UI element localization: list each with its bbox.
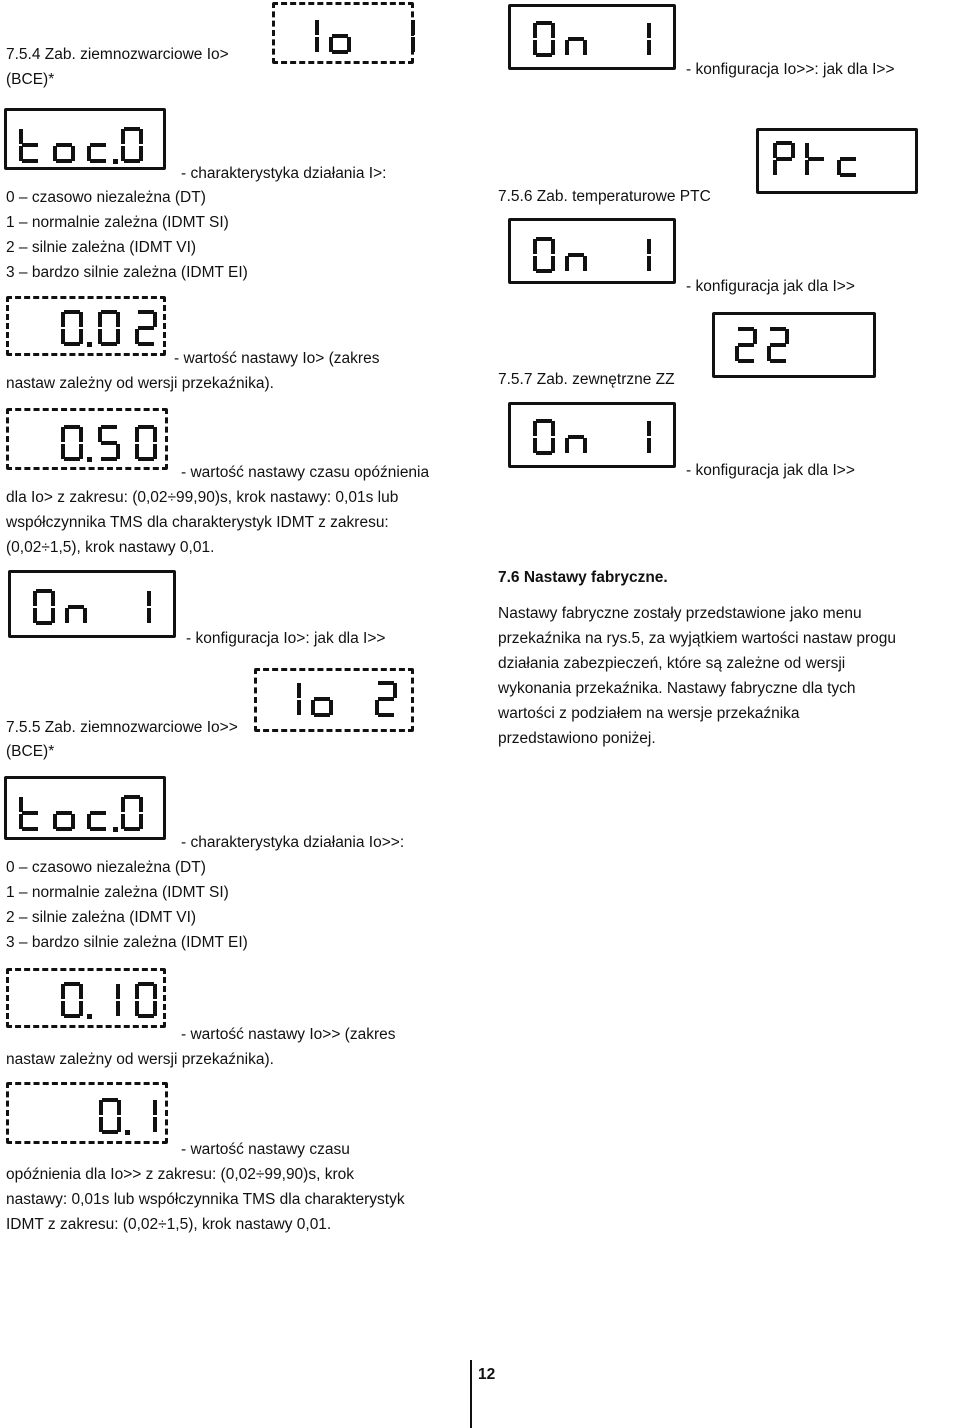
lcd-segment — [647, 40, 651, 55]
lcd-display-toc — [4, 776, 166, 840]
curve-option: 1 – normalnie zależna (IDMT SI) — [6, 214, 229, 231]
curve-option: 2 – silnie zależna (IDMT VI) — [6, 239, 197, 256]
lcd-segment — [61, 1001, 65, 1016]
delay-description: (0,02÷1,5), krok nastawy 0,01. — [6, 539, 215, 556]
lcd-decimal-point — [87, 457, 92, 462]
lcd-segment — [138, 326, 154, 330]
lcd-segment — [101, 457, 117, 461]
lcd-segment — [101, 342, 117, 346]
lcd-segment — [51, 591, 55, 606]
paragraph-line: wykonania przekaźnika. Nastawy fabryczne dla tych — [498, 680, 856, 697]
lcd-display-zz — [712, 312, 876, 378]
lcd-segment — [139, 129, 143, 144]
lcd-segment — [64, 342, 80, 346]
lcd-decimal-point — [87, 1014, 92, 1019]
delay-description: dla Io> z zakresu: (0,02÷99,90)s, krok nastawy: 0,01s lub — [6, 489, 399, 506]
lcd-segment — [536, 451, 552, 455]
lcd-segment — [315, 20, 319, 35]
lcd-segment — [99, 1117, 103, 1132]
lcd-segment — [87, 146, 91, 161]
lcd-segment — [138, 982, 154, 986]
delay-description: nastawy: 0,01s lub współczynnika TMS dla charakterystyk — [6, 1191, 405, 1208]
lcd-segment — [332, 50, 348, 54]
lcd-segment — [153, 427, 157, 442]
lcd-segment — [121, 814, 125, 829]
lcd-segments — [9, 971, 163, 1025]
lcd-segment — [135, 444, 139, 459]
lcd-segment — [87, 814, 91, 829]
curve-option: 1 – normalnie zależna (IDMT SI) — [6, 884, 229, 901]
delay-description: współczynnika TMS dla charakterystyk IDMT z zakresu: — [6, 514, 389, 531]
lcd-segment — [551, 438, 555, 453]
lcd-segment — [98, 329, 102, 344]
lcd-segment — [840, 157, 856, 161]
lcd-segment — [56, 827, 72, 831]
lcd-segment — [121, 797, 125, 812]
lcd-segment — [138, 457, 154, 461]
lcd-segment — [65, 608, 69, 623]
lcd-segment — [583, 40, 587, 55]
lcd-segment — [536, 269, 552, 273]
lcd-segment — [71, 146, 75, 161]
lcd-segments — [275, 5, 411, 61]
lcd-segment — [56, 159, 72, 163]
lcd-segment — [533, 40, 537, 55]
lcd-segment — [138, 425, 154, 429]
lcd-segment — [53, 814, 57, 829]
lcd-segments — [9, 411, 165, 467]
delay-description: opóźnienia dla Io>> z zakresu: (0,02÷99,90)s, krok — [6, 1166, 354, 1183]
lcd-segment — [735, 346, 739, 361]
lcd-segment — [153, 1001, 157, 1016]
lcd-segment — [61, 329, 65, 344]
lcd-segment — [135, 984, 139, 999]
lcd-segment — [56, 811, 72, 815]
lcd-segment — [56, 143, 72, 147]
lcd-segment — [79, 444, 83, 459]
curve-option: 0 – czasowo niezależna (DT) — [6, 859, 206, 876]
lcd-segment — [90, 159, 106, 163]
lcd-segment — [98, 312, 102, 327]
lcd-segment — [61, 984, 65, 999]
curve-description: - charakterystyka działania I>: — [181, 165, 387, 182]
lcd-display-ptc — [756, 128, 918, 194]
lcd-segment — [153, 312, 157, 327]
lcd-segment — [116, 312, 120, 327]
lcd-segment — [79, 427, 83, 442]
heading-7-6: 7.6 Nastawy fabryczne. — [498, 569, 668, 586]
lcd-segment — [153, 1100, 157, 1115]
lcd-segment — [147, 608, 151, 623]
lcd-segment — [101, 441, 117, 445]
lcd-segment — [79, 312, 83, 327]
lcd-segment — [153, 444, 157, 459]
lcd-display-on1 — [508, 218, 676, 284]
lcd-segment — [138, 310, 154, 314]
lcd-segment — [805, 143, 809, 158]
lcd-segment — [536, 21, 552, 25]
lcd-segments — [511, 221, 673, 281]
lcd-segment — [568, 435, 584, 439]
lcd-segment — [378, 681, 394, 685]
paragraph-line: przekaźnika na rys.5, za wyjątkiem wartości nastaw progu — [498, 630, 896, 647]
lcd-segment — [124, 827, 140, 831]
lcd-segment — [565, 438, 569, 453]
heading-7-5-5: 7.5.5 Zab. ziemnozwarciowe Io>> — [6, 719, 238, 736]
lcd-segment — [79, 984, 83, 999]
lcd-segment — [22, 143, 38, 147]
lcd-display-io2 — [254, 668, 414, 732]
lcd-segment — [147, 591, 151, 606]
lcd-segment — [647, 421, 651, 436]
lcd-segment — [139, 814, 143, 829]
lcd-segment — [19, 129, 23, 144]
setting-description: nastaw zależny od wersji przekaźnika). — [6, 1051, 274, 1068]
lcd-segment — [90, 827, 106, 831]
lcd-segment — [776, 141, 792, 145]
lcd-display-on1 — [8, 570, 176, 638]
lcd-segment — [19, 814, 23, 829]
lcd-segment — [98, 427, 102, 442]
lcd-segment — [738, 359, 754, 363]
lcd-segment — [22, 827, 38, 831]
lcd-segment — [124, 795, 140, 799]
lcd-segment — [135, 427, 139, 442]
footer-divider — [470, 1360, 472, 1428]
lcd-segment — [533, 256, 537, 271]
lcd-segment — [61, 427, 65, 442]
lcd-segments — [9, 299, 163, 353]
lcd-segment — [314, 697, 330, 701]
heading-7-5-6: 7.5.6 Zab. temperaturowe PTC — [498, 188, 711, 205]
lcd-segment — [753, 329, 757, 344]
lcd-segment — [329, 700, 333, 715]
lcd-segment — [33, 591, 37, 606]
lcd-segment — [116, 984, 120, 999]
lcd-segment — [770, 327, 786, 331]
lcd-segments — [715, 315, 873, 375]
lcd-segment — [837, 160, 841, 175]
lcd-segment — [68, 605, 84, 609]
lcd-segment — [565, 256, 569, 271]
setting-description: - wartość nastawy Io> (zakres — [174, 350, 380, 367]
delay-description: - wartość nastawy czasu — [181, 1141, 350, 1158]
lcd-segment — [551, 256, 555, 271]
lcd-segment — [840, 173, 856, 177]
lcd-segment — [121, 146, 125, 161]
heading-7-5-7: 7.5.7 Zab. zewnętrzne ZZ — [498, 371, 675, 388]
paragraph-line: wartości z podziałem na wersje przekaźnika — [498, 705, 800, 722]
lcd-segments — [7, 111, 163, 167]
lcd-segment — [551, 40, 555, 55]
lcd-display-on1 — [508, 4, 676, 70]
lcd-segments — [257, 671, 411, 729]
lcd-segments — [511, 7, 673, 67]
lcd-segment — [33, 608, 37, 623]
lcd-segment — [568, 37, 584, 41]
lcd-segment — [138, 1014, 154, 1018]
delay-description: IDMT z zakresu: (0,02÷1,5), krok nastawy 0,01. — [6, 1216, 332, 1233]
heading-7-5-4-bce: (BCE)* — [6, 71, 55, 88]
setting-description: - wartość nastawy Io>> (zakres — [181, 1026, 396, 1043]
lcd-segment — [536, 237, 552, 241]
lcd-segment — [79, 329, 83, 344]
lcd-segment — [124, 159, 140, 163]
lcd-segment — [551, 421, 555, 436]
lcd-segment — [64, 982, 80, 986]
curve-description: - charakterystyka działania Io>>: — [181, 834, 405, 851]
lcd-segments — [9, 1085, 165, 1141]
lcd-segment — [647, 438, 651, 453]
lcd-segment — [22, 159, 38, 163]
lcd-segment — [311, 700, 315, 715]
lcd-segment — [770, 343, 786, 347]
lcd-segment — [533, 421, 537, 436]
lcd-segment — [773, 143, 777, 158]
lcd-decimal-point — [87, 342, 92, 347]
lcd-segment — [583, 438, 587, 453]
lcd-segment — [101, 310, 117, 314]
curve-option: 3 – bardzo silnie zależna (IDMT EI) — [6, 934, 248, 951]
lcd-segment — [79, 1001, 83, 1016]
config-description: - konfiguracja Io>: jak dla I>> — [186, 630, 386, 647]
lcd-segment — [102, 1098, 118, 1102]
paragraph-line: Nastawy fabryczne zostały przedstawione jako menu — [498, 605, 862, 622]
lcd-segments — [11, 573, 173, 635]
setting-description: nastaw zależny od wersji przekaźnika). — [6, 375, 274, 392]
lcd-display-delay — [6, 1082, 168, 1144]
lcd-segment — [738, 327, 754, 331]
lcd-segment — [393, 683, 397, 698]
lcd-segment — [776, 157, 792, 161]
lcd-segment — [121, 129, 125, 144]
lcd-segment — [139, 797, 143, 812]
lcd-segment — [138, 342, 154, 346]
paragraph-line: działania zabezpieczeń, które są zależne od wersji — [498, 655, 846, 672]
lcd-segment — [71, 814, 75, 829]
lcd-segment — [36, 621, 52, 625]
lcd-display-toc — [4, 108, 166, 170]
paragraph-line: przedstawiono poniżej. — [498, 730, 656, 747]
lcd-segment — [647, 23, 651, 38]
curve-option: 0 – czasowo niezależna (DT) — [6, 189, 206, 206]
lcd-segment — [61, 312, 65, 327]
lcd-segment — [297, 683, 301, 698]
lcd-segment — [565, 40, 569, 55]
lcd-segment — [116, 1001, 120, 1016]
lcd-segment — [533, 438, 537, 453]
config-description: - konfiguracja jak dla I>> — [686, 462, 855, 479]
lcd-segment — [647, 256, 651, 271]
lcd-segment — [533, 23, 537, 38]
delay-description: - wartość nastawy czasu opóźnienia — [181, 464, 430, 481]
lcd-segment — [314, 713, 330, 717]
lcd-segment — [332, 34, 348, 38]
lcd-segment — [378, 713, 394, 717]
lcd-segment — [153, 1117, 157, 1132]
config-description: - konfiguracja jak dla I>> — [686, 278, 855, 295]
heading-7-5-5-bce: (BCE)* — [6, 743, 55, 760]
lcd-segment — [64, 457, 80, 461]
lcd-segment — [116, 444, 120, 459]
lcd-segment — [64, 425, 80, 429]
lcd-segments — [511, 405, 673, 465]
lcd-segment — [99, 1100, 103, 1115]
lcd-segment — [808, 157, 824, 161]
curve-option: 3 – bardzo silnie zależna (IDMT EI) — [6, 264, 248, 281]
lcd-segment — [315, 37, 319, 52]
lcd-segment — [297, 700, 301, 715]
lcd-segment — [83, 608, 87, 623]
lcd-segment — [647, 239, 651, 254]
page-number: 12 — [478, 1366, 496, 1383]
lcd-segments — [7, 779, 163, 837]
lcd-segment — [329, 37, 333, 52]
lcd-segment — [568, 253, 584, 257]
heading-7-5-4: 7.5.4 Zab. ziemnozwarciowe Io> — [6, 46, 229, 63]
lcd-segment — [583, 256, 587, 271]
lcd-segment — [135, 1001, 139, 1016]
lcd-segment — [53, 146, 57, 161]
lcd-segment — [536, 419, 552, 423]
lcd-segment — [135, 329, 139, 344]
lcd-decimal-point — [113, 827, 118, 832]
config-description: - konfiguracja Io>>: jak dla I>> — [686, 61, 895, 78]
lcd-segment — [375, 700, 379, 715]
lcd-segment — [64, 1014, 80, 1018]
lcd-segment — [378, 697, 394, 701]
lcd-segment — [117, 1117, 121, 1132]
lcd-segment — [411, 20, 415, 35]
lcd-segment — [139, 146, 143, 161]
lcd-segment — [767, 346, 771, 361]
lcd-segment — [19, 146, 23, 161]
lcd-segment — [90, 811, 106, 815]
lcd-display-setting — [6, 968, 166, 1028]
lcd-segment — [101, 425, 117, 429]
lcd-segment — [536, 53, 552, 57]
lcd-segment — [791, 143, 795, 158]
lcd-segments — [759, 131, 915, 191]
lcd-segment — [773, 160, 777, 175]
lcd-segment — [36, 589, 52, 593]
lcd-segment — [19, 797, 23, 812]
lcd-display-setting — [6, 296, 166, 356]
lcd-segment — [551, 239, 555, 254]
lcd-segment — [153, 984, 157, 999]
lcd-segment — [533, 239, 537, 254]
lcd-display-on1 — [508, 402, 676, 468]
lcd-decimal-point — [125, 1130, 130, 1135]
lcd-segment — [61, 444, 65, 459]
lcd-segment — [738, 343, 754, 347]
lcd-segment — [551, 23, 555, 38]
lcd-segment — [770, 359, 786, 363]
lcd-segment — [117, 1100, 121, 1115]
lcd-segment — [51, 608, 55, 623]
lcd-segment — [22, 811, 38, 815]
lcd-segment — [805, 160, 809, 175]
lcd-segment — [116, 329, 120, 344]
lcd-segment — [347, 37, 351, 52]
lcd-segment — [90, 143, 106, 147]
lcd-segment — [102, 1130, 118, 1134]
lcd-segment — [785, 329, 789, 344]
lcd-decimal-point — [113, 159, 118, 164]
lcd-segment — [124, 127, 140, 131]
curve-option: 2 – silnie zależna (IDMT VI) — [6, 909, 197, 926]
lcd-segment — [64, 310, 80, 314]
lcd-segment — [411, 37, 415, 52]
lcd-display-io1 — [272, 2, 414, 64]
lcd-display-delay — [6, 408, 168, 470]
